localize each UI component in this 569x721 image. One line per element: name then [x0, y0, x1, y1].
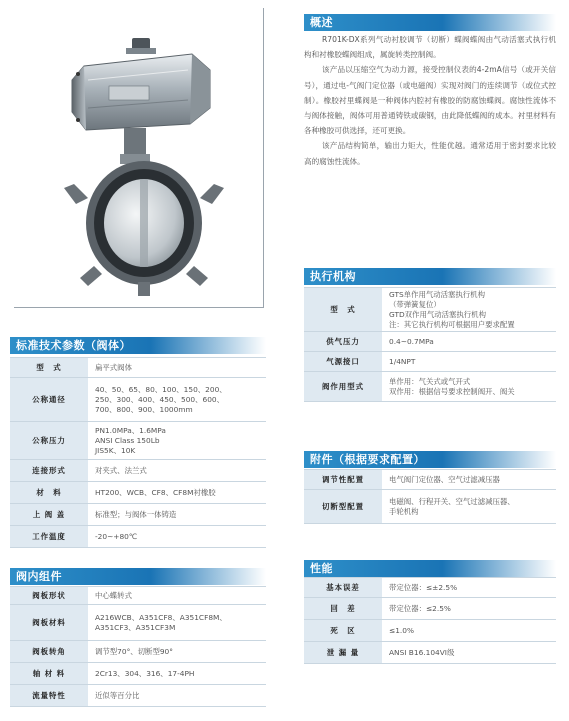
row-label: 死 区: [304, 620, 382, 642]
row-value: 对夹式、法兰式: [88, 460, 266, 482]
table-row: [10, 378, 266, 422]
overview-text: [304, 32, 556, 169]
table-row: [10, 641, 266, 663]
table-row: [10, 663, 266, 685]
row-label: 材 料: [10, 482, 88, 504]
row-value: ≤1.0%: [382, 620, 556, 642]
row-value: 电气阀门定位器、空气过滤减压器: [382, 470, 556, 490]
table-row: [304, 642, 556, 664]
row-value: 1/4NPT: [382, 352, 556, 372]
row-label: 切断型配置: [304, 490, 382, 524]
overview-paragraph: 该产品以压缩空气为动力源，接受控制仪表的4-2mA信号（或开关信号），通过电-气阀门定位器（或电磁阀）实现对阀门的连续调节（或位式控制）。橡胶衬里蝶阀是一种阀体内腔衬有橡胶的防腐蚀蝶阀。腐蚀性流体不与阀体接触，阀体可用普通铸铁或碳钢，由此降低蝶阀的成本。衬里材料有各种橡胶可供选择，还可更换。: [304, 65, 556, 136]
table-row: [304, 372, 556, 402]
butterfly-valve-image: [14, 8, 264, 308]
internals-header: 阀内组件: [10, 568, 266, 585]
row-label: 阀板形状: [10, 587, 88, 605]
actuator-table: [304, 287, 556, 402]
product-photo-frame: [14, 8, 264, 308]
row-value: 单作用：气关式或气开式 双作用：根据信号要求控制阀开、阀关: [382, 372, 556, 402]
accessories-header: 附件（根据要求配置）: [304, 451, 556, 468]
row-value: 40、50、65、80、100、150、200、 250、300、400、450、500、600、 700、800、900、1000mm: [88, 378, 266, 422]
row-label: 流量特性: [10, 685, 88, 707]
table-row: [304, 490, 556, 524]
row-label: 泄 漏 量: [304, 642, 382, 664]
row-value: 带定位器：≤±2.5%: [382, 578, 556, 598]
row-value: 调节型70°、切断型90°: [88, 641, 266, 663]
internals-table: [10, 586, 266, 707]
row-value: -20~+80℃: [88, 526, 266, 548]
row-label: 公称通径: [10, 378, 88, 422]
row-value: 标准型；与阀体一体铸造: [88, 504, 266, 526]
performance-header: 性能: [304, 560, 556, 577]
overview-paragraph: 该产品结构简单，输出力矩大，性能优越。通常适用于密封要求比较高的腐蚀性流体。: [304, 141, 556, 166]
row-value: 2Cr13、304、316、17-4PH: [88, 663, 266, 685]
row-label: 基本误差: [304, 578, 382, 598]
table-row: [10, 685, 266, 707]
row-label: 型 式: [304, 288, 382, 332]
row-label: 轴 材 料: [10, 663, 88, 685]
row-value: PN1.0MPa、1.6MPa ANSI Class 150Lb JIS5K、10K: [88, 422, 266, 460]
table-row: [304, 578, 556, 598]
performance-table: [304, 577, 556, 664]
row-label: 阀板转角: [10, 641, 88, 663]
specs-table: [10, 357, 266, 548]
table-row: [304, 352, 556, 372]
table-row: [10, 460, 266, 482]
row-label: 气源接口: [304, 352, 382, 372]
row-value: ANSI B16.104VI级: [382, 642, 556, 664]
row-value: 带定位器：≤2.5%: [382, 598, 556, 620]
table-row: [304, 470, 556, 490]
row-value: GTS单作用气动活塞执行机构 （带弹簧复位） GTD双作用气动活塞执行机构 注：其它执行机构可根据用户要求配置: [382, 288, 556, 332]
table-row: [10, 504, 266, 526]
overview-header: 概述: [304, 14, 556, 31]
table-row: [10, 605, 266, 641]
row-value: 电磁阀、行程开关、空气过滤减压器、 手轮机构: [382, 490, 556, 524]
row-label: 上 阀 盖: [10, 504, 88, 526]
row-label: 型 式: [10, 358, 88, 378]
row-label: 调节性配置: [304, 470, 382, 490]
table-row: [304, 332, 556, 352]
specs-header: 标准技术参数（阀体）: [10, 337, 266, 354]
row-label: 公称压力: [10, 422, 88, 460]
row-value: 0.4~0.7MPa: [382, 332, 556, 352]
row-label: 供气压力: [304, 332, 382, 352]
table-row: [10, 526, 266, 548]
row-label: 工作温度: [10, 526, 88, 548]
actuator-header: 执行机构: [304, 268, 556, 285]
row-value: HT200、WCB、CF8、CF8M衬橡胶: [88, 482, 266, 504]
row-value: 近似等百分比: [88, 685, 266, 707]
table-row: [10, 358, 266, 378]
table-row: [304, 288, 556, 332]
accessories-table: [304, 469, 556, 524]
row-label: 阀板材料: [10, 605, 88, 641]
row-label: 回 差: [304, 598, 382, 620]
overview-paragraph: R701K-DX系列气动衬胶调节（切断）蝶阀蝶阀由气动活塞式执行机构和衬橡胶蝶阀组成，属旋转类控制阀。: [304, 35, 556, 60]
row-label: 连接形式: [10, 460, 88, 482]
row-value: 中心蝶转式: [88, 587, 266, 605]
row-value: A216WCB、A351CF8、A351CF8M、 A351CF3、A351CF3M: [88, 605, 266, 641]
table-row: [10, 422, 266, 460]
table-row: [304, 620, 556, 642]
table-row: [304, 598, 556, 620]
row-label: 阀作用型式: [304, 372, 382, 402]
table-row: [10, 587, 266, 605]
row-value: 扁平式阀体: [88, 358, 266, 378]
table-row: [10, 482, 266, 504]
